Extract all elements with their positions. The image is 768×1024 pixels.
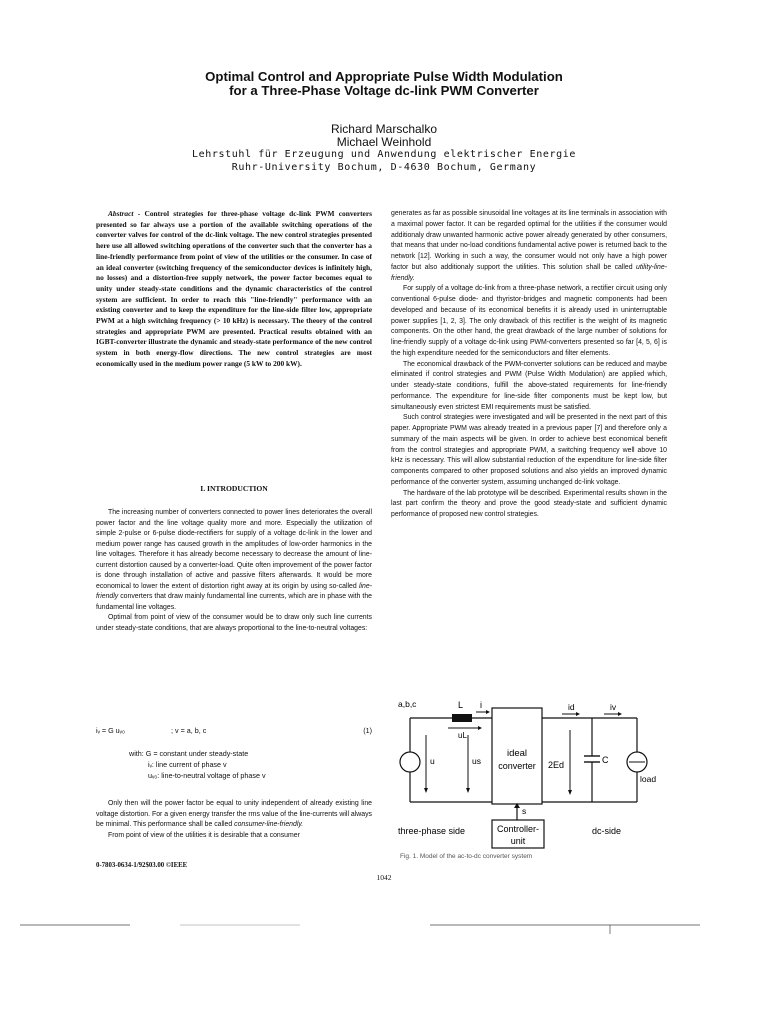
author-1: Richard Marschalko [330,122,438,136]
label-uL: uL [458,731,467,740]
paragraph: Only then will the power factor be equal to unity independent of already existing line voltage distortion. For a given energy transfer the rms value of the line-currents will always be minimal. This performance shall be called consumer-line-friendly. [96,800,372,829]
label-id: id [568,702,575,712]
title [0,70,768,98]
label-2Ed: 2Ed [548,760,565,770]
paragraph: generates as far as possible sinusoidal line voltages at its line terminals in association with a maximal power factor. It can be regarded optimal for the utilities if the consumer would additionaly draw unwanted harmonic active power already generated by other consumers, that means that under no-load conditions fundamental active power is returned back to the network [12]. Working in such a way, the consumer would not only have a high power factor but also additionaly support the utilities. This solution shall be called utility-line-friendly. [391,210,667,282]
equation-legend: with: G = constant under steady-state iᵥ: line current of phase v uᵥ₀: line-to-neutral voltage of phase v [129,749,266,780]
label-i: i [480,700,482,710]
label-u: u [430,756,435,766]
paragraph: Optimal from point of view of the consumer would be to draw only such line currents under steady-state conditions, that are always proportional to the line-to-neutral voltages: [96,614,372,633]
equation-number: (1) [363,726,372,735]
affiliation-line-2: Ruhr-University Bochum, D-4630 Bochum, Germany [231,161,537,173]
right-column [391,209,667,521]
page-number: 1042 [376,873,392,882]
paragraph: The increasing number of converters connected to power lines deteriorates the overall power factor and the line voltage quality more and more. Especially the utilization of simple 2-pulse or 6-pulse diode-rectifiers for supply of a voltage dc-link in the lower and medium power range has caused growth in the amplitudes of low-order harmonics in the line voltages. Therefore it has already become necessary to decrease the amount of line-current distortion caused by a converter-load. Quite often improvement of the power factor is done through installation of active and passive filters afterwards. It would be more economical to lower the extent of distortion right away at its origin by using so-called line-friendly converters that draw mainly fundamental line currents, which are in phase with the fundamental line voltages. [96,509,372,611]
label-us: us [472,756,481,766]
label-iv: iv [610,702,617,712]
equation-condition: ; v = a, b, c [170,726,207,735]
figure-caption: Fig. 1. Model of the ac-to-dc converter system [400,853,533,860]
label-converter: converter [498,761,536,771]
label-abc: a,b,c [398,699,417,709]
equation-1 [96,726,372,735]
label-unit: unit [510,836,526,846]
label-ideal: ideal [506,748,528,759]
title-line-1: Optimal Control and Appropriate Pulse Width Modulation [205,69,563,84]
paragraph: The economical drawback of the PWM-converter solutions can be reduced and maybe eliminated if control strategies and PWM (Pulse Width Modulation) are applied which, under steady-state conditions, fulfill the above-stated requirements for line-friendly performance. The expenditure for line-side filter components must be kept low, but simultaneously even strictest EMI requirements must be satisfied. [391,360,667,411]
voltage-source [400,752,420,772]
equation-lhs: iᵥ = G uᵥ₀ [96,726,125,735]
title-line-2: for a Three-Phase Voltage dc-link PWM Converter [229,83,539,98]
label-load: load [640,774,657,784]
abstract-label: Abstract [108,209,134,218]
affiliation [0,149,768,174]
label-controller: Controller- [496,824,540,834]
copyright-line: 0-7803-0634-1/92$03.00 ©IEEE [96,862,188,869]
abstract-text: - Control strategies for three-phase voltage dc-link PWM converters presented so far always use a portion of the available switching operations of the converter valves for control of the dc-link voltage. The new control strategies presented here use all allowed switching operations of the converter such that the converter has a line-friendly performance from point of view of the utilities or the consumer. In case of an ideal converter (switching frequency of the semiconductor devices is infinitely high, no losses) and a distortion-free supply network, the power factor becomes equal to unity under steady-state conditions and the dynamic characteristics of the control system are sufficient. In order to reach this "line-friendly" performance with an existing converter and to keep the expenditure for the line-side filter low, appropriate PWM at a high switching frequency (> 10 kHz) is necessary. The theory of the control strategies and appropriate PWM are presented. Practical results obtained with an IGBT-converter illustrate the dynamic and steady-state performance of the new control system in both energy-flow directions. The new control strategies are most economically used in the medium power range (5 kW to 200 kW). [96,209,372,368]
paragraph: Such control strategies were investigated and will be presented in the next part of this paper. Appropriate PWM was already treated in a previous paper [7] and therefore only a summary of the main aspects will be given. In order to achieve best economical benefit from the control strategies and appropriate PWM, a switching frequency well above 10 kHz is necessary. This will allow substantial reduction of the expenditure for line-side filter components compared to other proposed solutions and also yields an improved dynamic performance of the converter system, assuming unchanged dc-link voltage. [391,414,667,486]
label-C: C [602,755,609,765]
abstract [96,209,372,370]
label-L: L [458,700,464,710]
inductor [452,714,472,722]
introduction-continued [96,799,372,841]
label-dc-side: dc-side [592,826,622,836]
author-2: Michael Weinhold [336,135,432,149]
bottom-rule [0,923,768,935]
converter-circuit-diagram [392,690,668,862]
section-heading-introduction: I. INTRODUCTION [200,484,268,493]
paragraph: For supply of a voltage dc-link from a three-phase network, a rectifier circuit using only conventional 6-pulse diode- and thyristor-bridges and magnetic components had been developed and because of its economical benefits it is already used in uninterruptable power supplies [1, 2, 3]. The only drawback of this rectifier is the weight of its magnetic components. On the other hand, the great drawback of the large number of solutions for line-friendly supply of a voltage dc-link using PWM-converters presented so far [4, 5, 6] is the high expenditure needed for the semiconductors and filter elements. [391,285,667,357]
introduction-body [96,508,372,635]
affiliation-line-1: Lehrstuhl für Erzeugung und Anwendung elektrischer Energie [192,149,576,160]
label-three-phase-side: three-phase side [398,826,466,836]
authors [0,123,768,149]
label-s: s [522,806,527,816]
paragraph: The hardware of the lab prototype will be described. Experimental results shown in the last part confirm the theory and prove the good steady-state and sufficient dynamic performance of proposed new control strategies. [391,489,667,518]
paragraph: From point of view of the utilities it is desirable that a consumer [108,831,300,839]
